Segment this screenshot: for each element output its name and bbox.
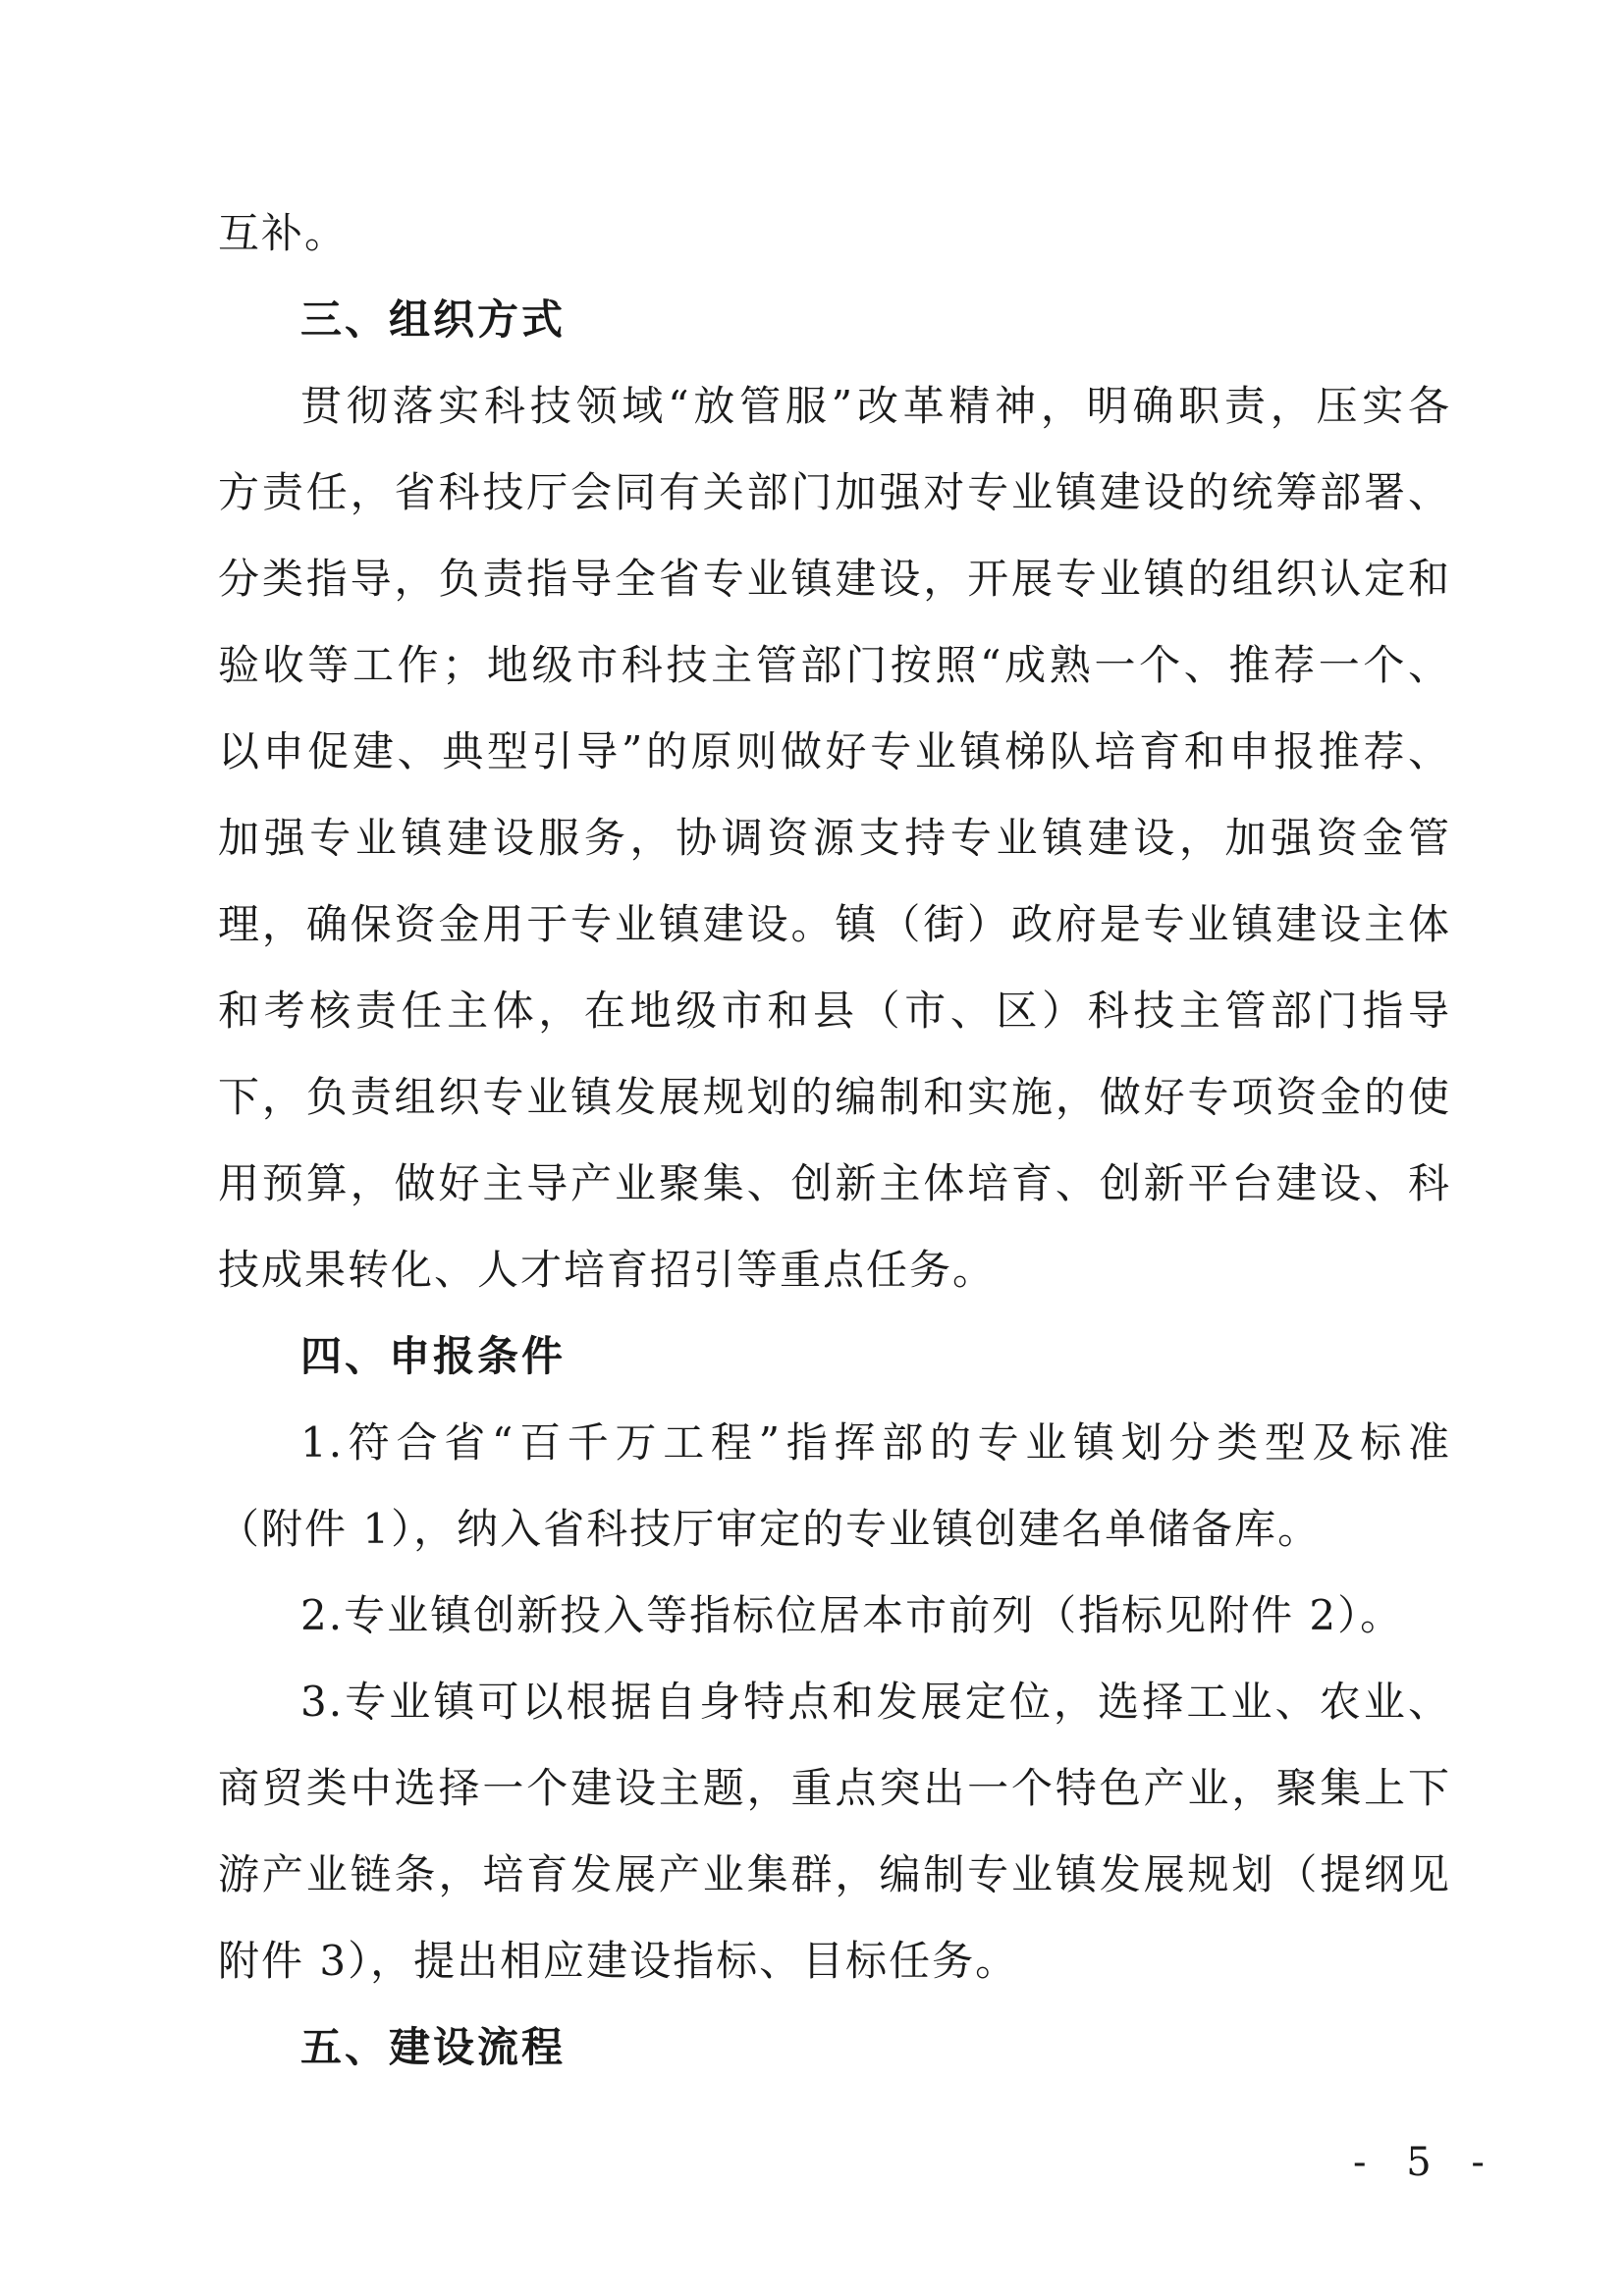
- section-heading-construction-process: 五、建设流程: [300, 2023, 567, 2071]
- paragraph-line: 加强专业镇建设服务，协调资源支持专业镇建设，加强资金管: [218, 814, 1451, 862]
- page-number: - 5 -: [1353, 2140, 1498, 2185]
- paragraph-line: 2.专业镇创新投入等指标位居本市前列（指标见附件 2）。: [300, 1591, 1404, 1639]
- section-heading-application-conditions: 四、申报条件: [300, 1332, 567, 1380]
- paragraph-line: 贯彻落实科技领域“放管服”改革精神，明确职责，压实各: [300, 382, 1451, 430]
- paragraph-line: 附件 3），提出相应建设指标、目标任务。: [218, 1937, 1019, 1985]
- paragraph-line: 技成果转化、人才培育招引等重点任务。: [218, 1246, 997, 1294]
- paragraph-line: 和考核责任主体，在地级市和县（市、区）科技主管部门指导: [218, 987, 1451, 1035]
- paragraph-line: 游产业链条，培育发展产业集群，编制专业镇发展规划（提纲见: [218, 1850, 1451, 1898]
- paragraph-line: 下，负责组织专业镇发展规划的编制和实施，做好专项资金的使: [218, 1073, 1451, 1121]
- paragraph-line: 用预算，做好主导产业聚集、创新主体培育、创新平台建设、科: [218, 1159, 1451, 1207]
- section-heading-organization: 三、组织方式: [300, 295, 567, 344]
- paragraph-line: 验收等工作；地级市科技主管部门按照“成熟一个、推荐一个、: [218, 641, 1451, 689]
- paragraph-line: 方责任，省科技厅会同有关部门加强对专业镇建设的统筹部署、: [218, 468, 1451, 516]
- paragraph-line: 商贸类中选择一个建设主题，重点突出一个特色产业，聚集上下: [218, 1764, 1451, 1812]
- paragraph-line: 3.专业镇可以根据自身特点和发展定位，选择工业、农业、: [300, 1678, 1451, 1726]
- paragraph-line: 互补。: [218, 209, 349, 257]
- paragraph-line: 理，确保资金用于专业镇建设。镇（街）政府是专业镇建设主体: [218, 900, 1451, 948]
- paragraph-line: 1.符合省“百千万工程”指挥部的专业镇划分类型及标准: [300, 1418, 1451, 1467]
- paragraph-line: 分类指导，负责指导全省专业镇建设，开展专业镇的组织认定和: [218, 555, 1451, 603]
- paragraph-line: （附件 1），纳入省科技厅审定的专业镇创建名单储备库。: [218, 1505, 1322, 1553]
- paragraph-line: 以申促建、典型引导”的原则做好专业镇梯队培育和申报推荐、: [218, 727, 1451, 775]
